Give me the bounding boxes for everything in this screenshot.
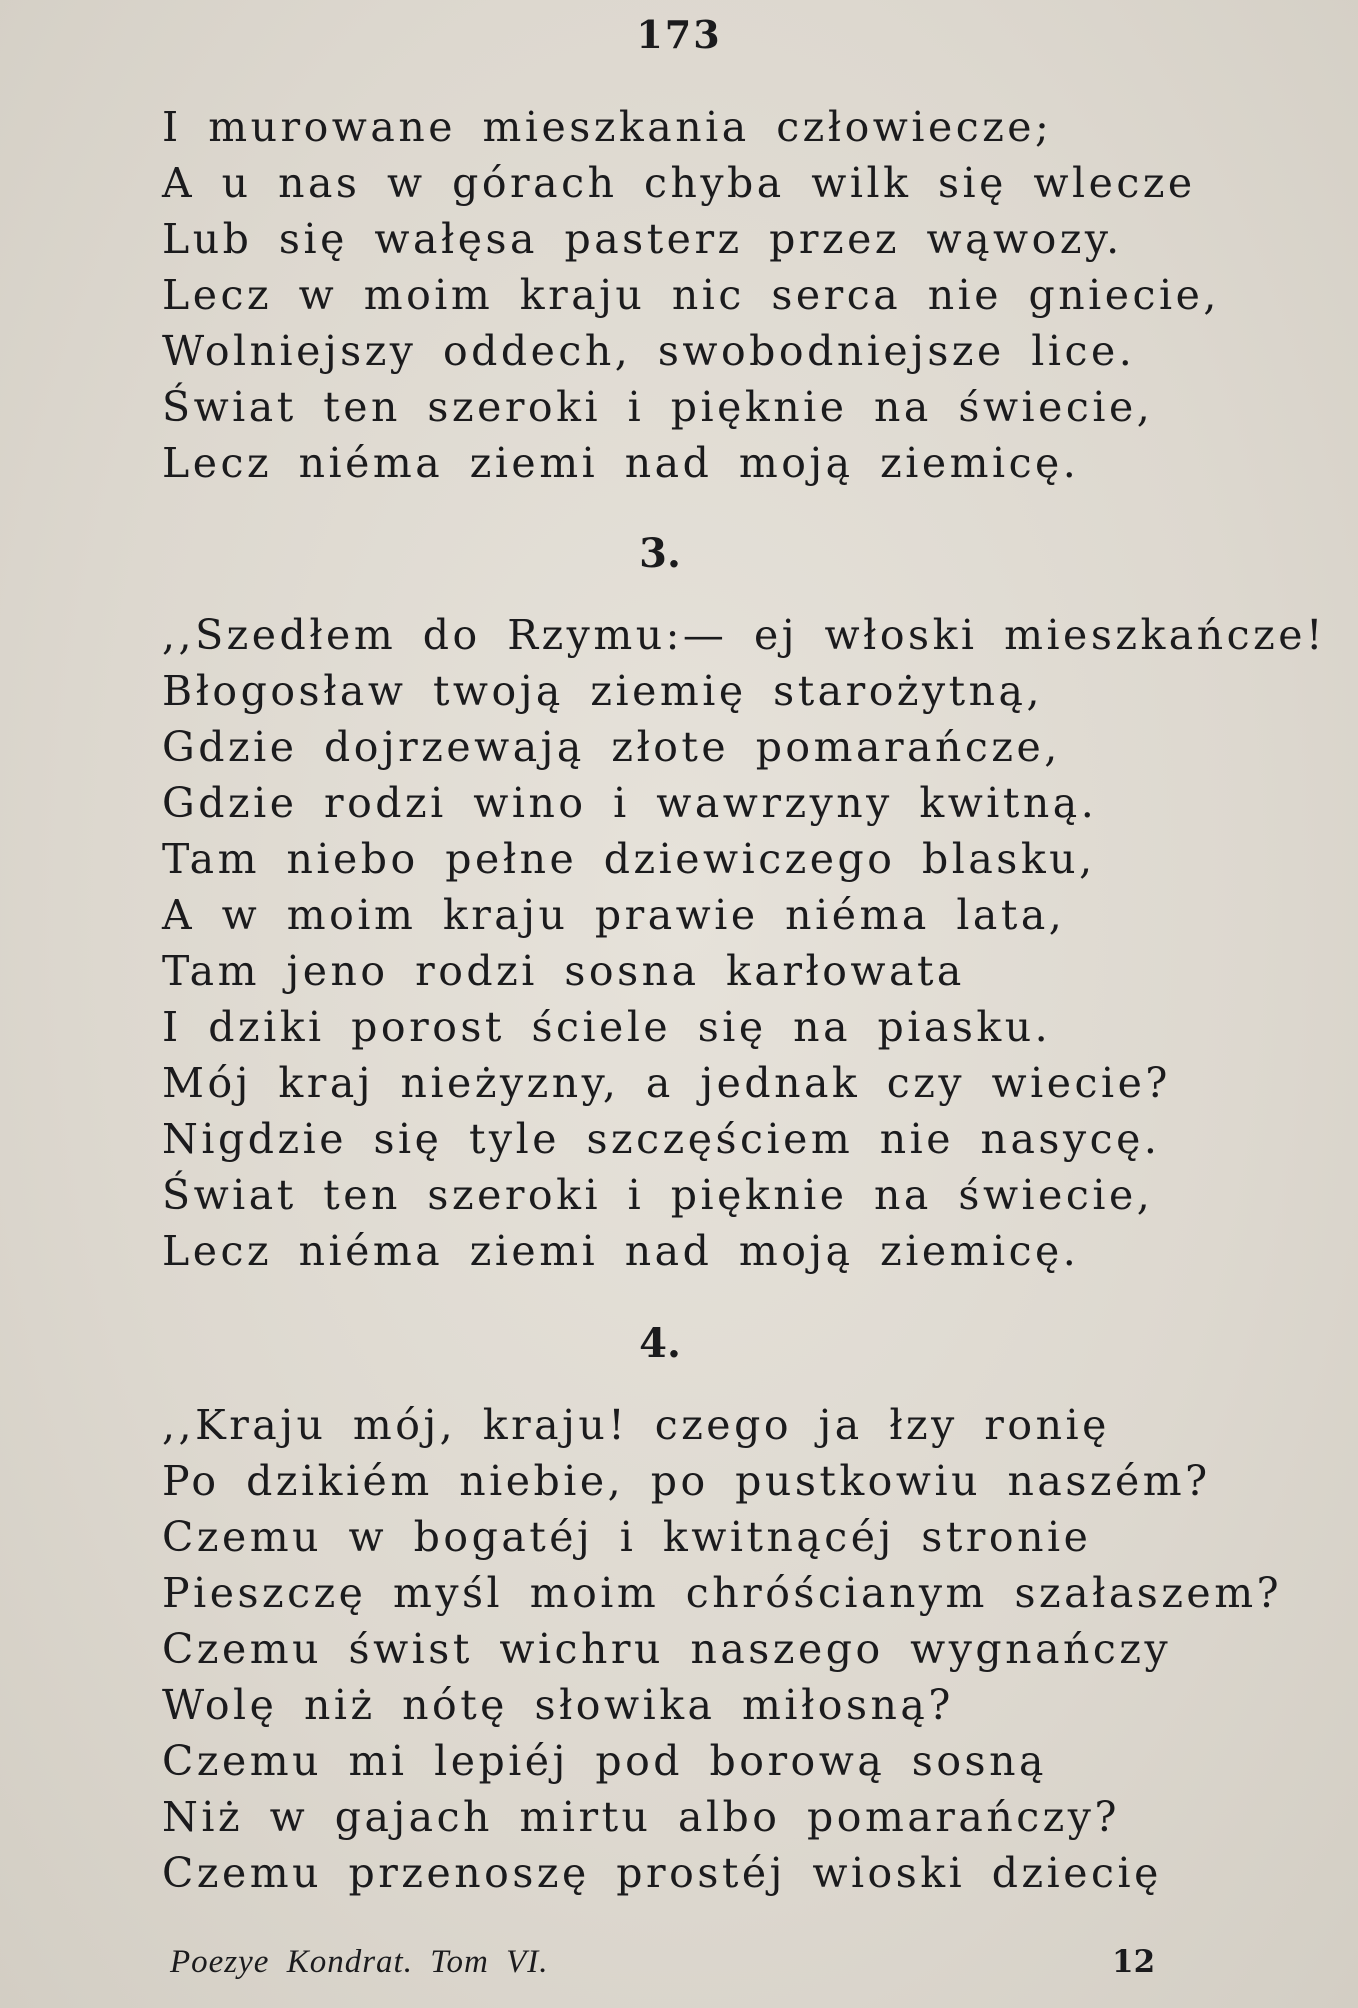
poem-line: ,,Szedłem do Rzymu:— ej włoski mieszkańcze! xyxy=(162,611,1326,659)
poem-line: Czemu w bogatéj i kwitnącéj stronie xyxy=(162,1513,1092,1561)
poem-line: Czemu świst wichru naszego wygnańczy xyxy=(162,1625,1172,1673)
poem-line: Czemu przenoszę prostéj wioski dziecię xyxy=(162,1849,1162,1897)
poem-line: A w moim kraju prawie niéma lata, xyxy=(162,891,1066,939)
poem-line: Wolniejszy oddech, swobodniejsze lice. xyxy=(162,327,1136,375)
poem-line: A u nas w górach chyba wilk się wlecze xyxy=(162,159,1196,207)
poem-line: I murowane mieszkania człowiecze; xyxy=(162,103,1053,151)
poem-line: Błogosław twoją ziemię starożytną, xyxy=(162,667,1044,715)
poem-line: Tam niebo pełne dziewiczego blasku, xyxy=(162,835,1096,883)
poem-line: Mój kraj nieżyzny, a jednak czy wiecie? xyxy=(162,1059,1171,1107)
poem-line: Czemu mi lepiéj pod borową sosną xyxy=(162,1737,1047,1785)
poem-line: ,,Kraju mój, kraju! czego ja łzy ronię xyxy=(162,1401,1110,1449)
poem-line: Gdzie dojrzewają złote pomarańcze, xyxy=(162,723,1061,771)
poem-line: Wolę niż nótę słowika miłosną? xyxy=(162,1681,954,1729)
poem-line: I dziki porost ściele się na piasku. xyxy=(162,1003,1052,1051)
footer-book-title: Poezye Kondrat. Tom VI. xyxy=(170,1944,549,1980)
stanza-4 xyxy=(162,1397,1283,1901)
poem-line: Tam jeno rodzi sosna karłowata xyxy=(162,947,965,995)
poem-line: Pieszczę myśl moim chróścianym szałaszem? xyxy=(162,1569,1283,1617)
poem-line: Lecz niéma ziemi nad moją ziemicę. xyxy=(162,439,1080,487)
poem-line: Po dzikiém niebie, po pustkowiu naszém? xyxy=(162,1457,1211,1505)
poem-line: Nigdzie się tyle szczęściem nie nasycę. xyxy=(162,1115,1161,1163)
poem-line: Świat ten szeroki i pięknie na świecie, xyxy=(162,383,1154,431)
poem-line: Gdzie rodzi wino i wawrzyny kwitną. xyxy=(162,779,1098,827)
stanza-number-4: 4. xyxy=(639,1320,681,1367)
poem-line: Lub się wałęsa pasterz przez wąwozy. xyxy=(162,215,1123,263)
stanza-number-3: 3. xyxy=(639,530,681,577)
poem-line: Świat ten szeroki i pięknie na świecie, xyxy=(162,1171,1154,1219)
poem-line: Niż w gajach mirtu albo pomarańczy? xyxy=(162,1793,1120,1841)
poem-line: Lecz niéma ziemi nad moją ziemicę. xyxy=(162,1227,1080,1275)
poem-line: Lecz w moim kraju nic serca nie gniecie, xyxy=(162,271,1220,319)
page-number: 173 xyxy=(636,12,722,57)
stanza-3 xyxy=(162,607,1326,1279)
footer-signature-number: 12 xyxy=(1112,1944,1156,1980)
stanza-2-continuation xyxy=(162,99,1262,491)
